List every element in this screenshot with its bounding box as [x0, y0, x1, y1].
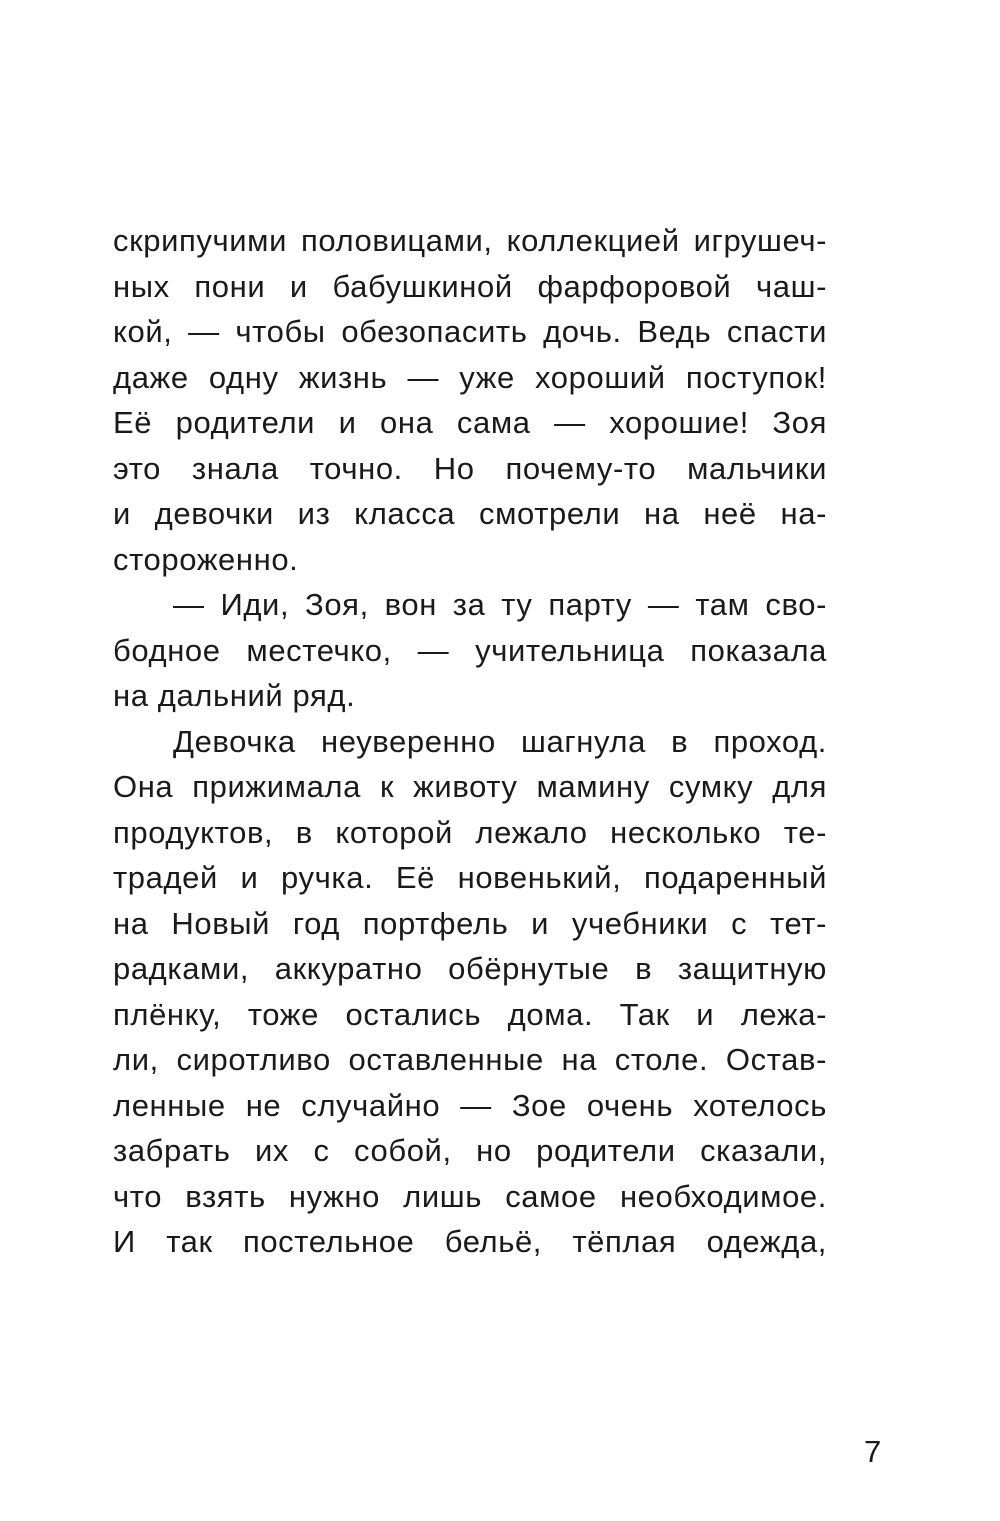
text-line: ли, сиротливо оставленные на столе. Остав- [113, 1042, 827, 1077]
text-line: Её родители и она сама — хорошие! Зоя [113, 405, 827, 440]
text-line: Она прижимала к животу мамину сумку для [113, 769, 827, 804]
text-line: ных пони и бабушкиной фарфоровой чаш- [113, 268, 827, 304]
text-line: это знала точно. Но почему-то мальчики [113, 450, 827, 486]
text-line: забрать их с собой, но родители сказали, [113, 1133, 827, 1168]
text-line: — Иди, Зоя, вон за ту парту — там сво- [173, 587, 827, 622]
text-line: и девочки из класса смотрели на неё на- [113, 496, 827, 531]
body-text [113, 218, 827, 1265]
text-line: на Новый год портфель и учебники с тет- [113, 905, 827, 941]
text-line: плёнку, тоже остались дома. Так и лежа- [113, 996, 827, 1032]
text-line: даже одну жизнь — уже хороший поступок! [113, 359, 827, 395]
text-line: стороженно. [113, 541, 299, 577]
text-line: ленные не случайно — Зое очень хотелось [113, 1087, 827, 1123]
text-line: кой, — чтобы обезопасить дочь. Ведь спасти [113, 314, 827, 349]
text-line: радками, аккуратно обёрнутые в защитную [113, 951, 827, 986]
text-line: Девочка неуверенно шагнула в проход. [173, 723, 827, 759]
text-line: на дальний ряд. [113, 678, 356, 713]
text-line: скрипучими половицами, коллекцией игрушеч- [113, 223, 827, 258]
page-number: 7 [864, 1434, 882, 1469]
text-line: продуктов, в которой лежало несколько те- [113, 814, 827, 850]
text-line: И так постельное бельё, тёплая одежда, [113, 1224, 827, 1259]
text-line: что взять нужно лишь самое необходимое. [113, 1178, 827, 1214]
text-line: бодное местечко, — учительница показала [113, 632, 827, 668]
text-line: традей и ручка. Её новенький, подаренный [113, 860, 827, 895]
